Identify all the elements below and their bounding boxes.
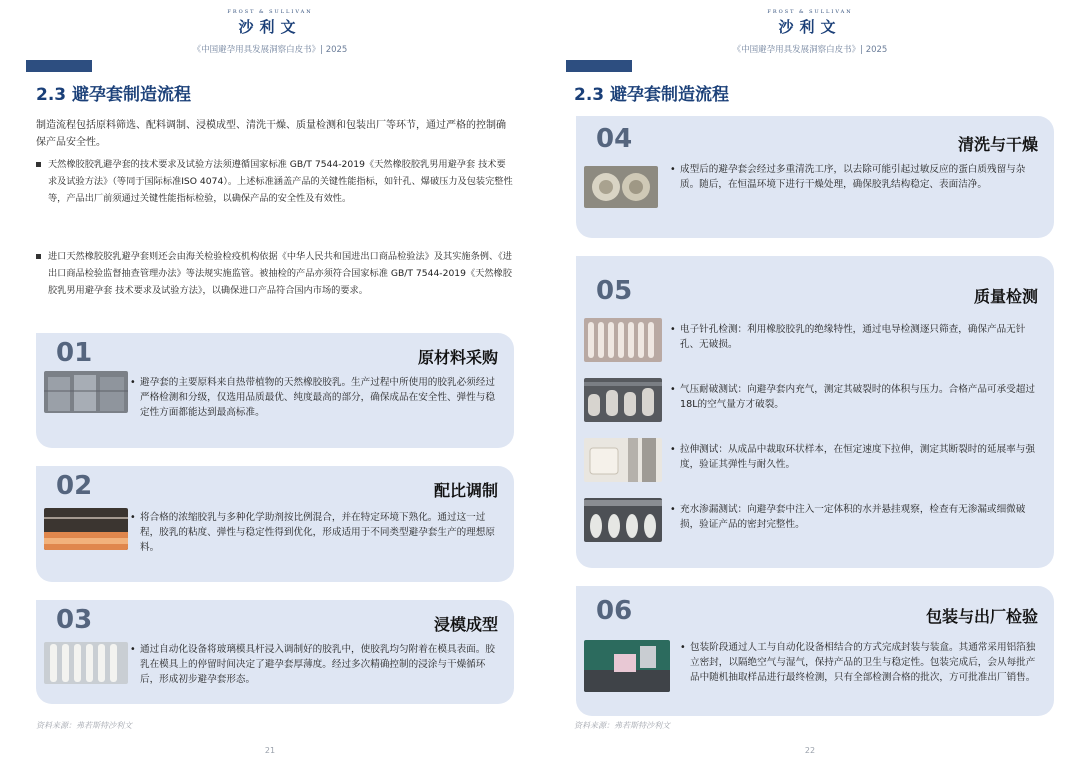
brand-wordmark: FROST & SULLIVAN	[767, 9, 853, 15]
washing-drum-photo	[584, 166, 658, 208]
section-title: 2.3 避孕套制造流程	[574, 85, 730, 105]
process-card-04	[576, 116, 1054, 238]
qc-text: 充水渗漏测试：向避孕套中注入一定体积的水并悬挂观察，检查有无渗漏或细微破损，验证产品的密封完整性。	[680, 504, 1026, 530]
qc-text: 气压耐破测试：向避孕套内充气，测定其破裂时的体积与压力。合格产品可承受超过18L的空气量方才破裂。	[680, 384, 1035, 410]
report-title: 《中国避孕用具发展洞察白皮书》| 2025	[192, 45, 348, 55]
bullet-dot: •	[670, 444, 676, 455]
card-title: 浸模成型	[433, 615, 498, 634]
accent-bar	[26, 60, 92, 72]
card-title: 包装与出厂检验	[925, 607, 1038, 626]
brand-logo: 沙利文	[778, 18, 842, 36]
card-body	[36, 496, 514, 572]
brand-wordmark: FROST & SULLIVAN	[227, 9, 313, 15]
water-leak-test-photo	[584, 498, 662, 542]
card-number: 03	[56, 605, 93, 635]
card-title: 清洗与干燥	[957, 135, 1038, 154]
card-body	[36, 630, 514, 700]
page-22	[540, 0, 1080, 780]
qc-row-burst	[576, 374, 1054, 428]
source-note: 资料来源：弗若斯特沙利文	[574, 721, 670, 730]
qc-row-water-leak	[576, 494, 1054, 548]
report-title: 《中国避孕用具发展洞察白皮书》| 2025	[732, 45, 888, 55]
bullet-dot: •	[670, 504, 676, 515]
brand-logo: 沙利文	[238, 18, 302, 36]
bullet-dot: •	[130, 644, 136, 655]
bullet-dot: •	[670, 164, 676, 175]
card-body	[576, 630, 1054, 710]
qc-row-pinhole	[576, 314, 1054, 368]
card-number: 02	[56, 471, 93, 501]
card-title: 配比调制	[433, 481, 498, 500]
square-bullet-icon	[36, 254, 41, 259]
page-number: 22	[804, 746, 816, 755]
section-title: 2.3 避孕套制造流程	[36, 85, 192, 105]
bullet-text: 天然橡胶胶乳避孕套的技术要求及试验方法须遵循国家标准 GB/T 7544-2019《天然橡胶胶乳男用避孕套 技术要求及试验方法》（等同于国际标准ISO 4074）。上述标准涵盖产品的关键性能指标，如针孔、爆破压力及包装完整性等，产品出厂前须通过关键性能指标检验，以确保产品的安全性及有效性。	[48, 159, 513, 204]
bullet-dot: •	[680, 642, 686, 653]
accent-bar	[566, 60, 632, 72]
card-number: 06	[596, 596, 633, 626]
bullet-text: 进口天然橡胶胶乳避孕套则还会由海关检验检疫机构依据《中华人民共和国进出口商品检验法》及其实施条例、《进出口商品检验监督抽查管理办法》等法规实施监管。被抽检的产品亦须符合国家标准 GB/T 7544-2019《天然橡胶胶乳男用避孕套 技术要求及试验方法》，以确保进口产品符合国内市场的要求。	[48, 251, 512, 296]
card-body	[576, 156, 1054, 228]
tensile-test-photo	[584, 438, 662, 482]
process-card-06	[576, 586, 1054, 716]
card-text: 成型后的避孕套会经过多重清洗工序，以去除可能引起过敏反应的蛋白质残留与杂质。随后，在恒温环境下进行干燥处理，确保胶乳结构稳定、表面洁净。	[680, 164, 1026, 190]
card-text: 包装阶段通过人工与自动化设备相结合的方式完成封装与装盒。其通常采用铝箔独立密封，以隔绝空气与湿气，保持产品的卫生与稳定性。包装完成后，会从每批产品中随机抽取样品进行最终检测，只有全部检测合格的批次，方可批准出厂销售。	[690, 642, 1036, 683]
latex-mixing-photo	[44, 508, 128, 550]
square-bullet-icon	[36, 162, 41, 167]
latex-drums-photo	[44, 371, 128, 413]
card-number: 01	[56, 338, 93, 368]
card-number: 04	[596, 124, 633, 154]
pinhole-test-photo	[584, 318, 662, 362]
source-note: 资料来源：弗若斯特沙利文	[36, 721, 132, 730]
dipping-molds-photo	[44, 642, 128, 684]
bullet-dot: •	[670, 384, 676, 395]
card-title: 质量检测	[973, 287, 1038, 306]
card-number: 05	[596, 276, 633, 306]
bullet-dot: •	[130, 512, 136, 523]
bullet-dot: •	[670, 324, 676, 335]
standard-bullet	[36, 156, 514, 207]
burst-test-photo	[584, 378, 662, 422]
process-card-03	[36, 600, 514, 704]
process-card-05	[576, 256, 1054, 568]
qc-text: 拉伸测试：从成品中裁取环状样本，在恒定速度下拉伸，测定其断裂时的延展率与强度，验证其弹性与耐久性。	[680, 444, 1035, 470]
process-card-02	[36, 466, 514, 582]
qc-text: 电子针孔检测：利用橡胶胶乳的绝缘特性，通过电导检测逐只筛查，确保产品无针孔、无破损。	[680, 324, 1026, 350]
card-title: 原材料采购	[417, 348, 498, 367]
process-card-01	[36, 333, 514, 448]
card-body	[36, 363, 514, 433]
card-text: 将合格的浓缩胶乳与多种化学助剂按比例混合，并在特定环境下熟化。通过这一过程，胶乳的粘度、弹性与稳定性得到优化，形成适用于不同类型避孕套生产的理想原料。	[140, 512, 495, 553]
card-text: 避孕套的主要原料来自热带植物的天然橡胶胶乳。生产过程中所使用的胶乳必须经过严格检测和分级，仅选用品质最优、纯度最高的部分，确保成品在安全性、弹性与稳定性方面都能达到最高标准。	[140, 377, 495, 418]
packaging-line-photo	[584, 640, 670, 692]
import-bullet	[36, 248, 514, 299]
page-number: 21	[264, 746, 276, 755]
bullet-dot: •	[130, 377, 136, 388]
intro-paragraph: 制造流程包括原料筛选、配料调制、浸模成型、清洗干燥、质量检测和包装出厂等环节，通过严格的控制确保产品安全性。	[36, 120, 506, 148]
qc-row-tensile	[576, 434, 1054, 488]
card-text: 通过自动化设备将玻璃模具杆浸入调制好的胶乳中，使胶乳均匀附着在模具表面。胶乳在模具上的停留时间决定了避孕套厚薄度。经过多次精确控制的浸涂与干燥循环后，形成初步避孕套形态。	[140, 644, 495, 685]
